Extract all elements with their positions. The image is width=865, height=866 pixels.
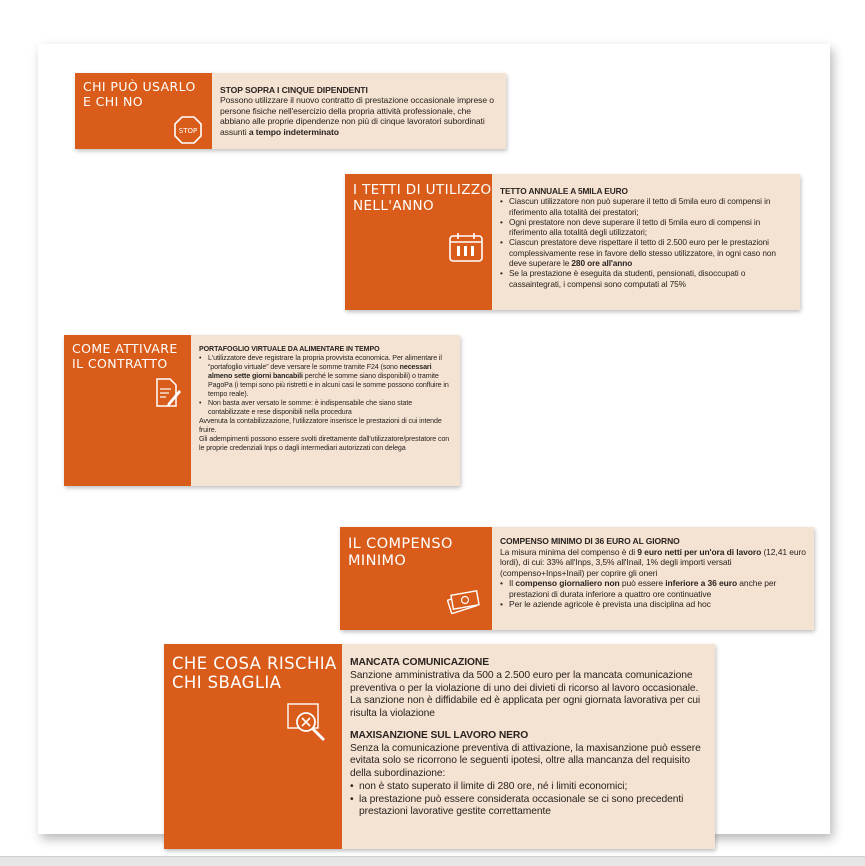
svg-text:STOP: STOP [178, 127, 198, 135]
card-who-can-use [75, 73, 506, 149]
card-text: Senza la comunicazione preventiva di attivazione, la maxisanzione può essere evitata solo se ricorrono le seguenti ipotesi, oltre alla mancanza del requisito della subordinazione: [350, 742, 701, 780]
card-text: Avvenuta la contabilizzazione, l'utilizzatore inserisce le prestazioni di cui intende fruire. [199, 417, 442, 434]
card-heading: COMPENSO MINIMO DI 36 EURO AL GIORNO [500, 536, 680, 546]
section-title: IL COMPENSO MINIMO [348, 536, 453, 570]
list-item: • Ciascun prestatore deve rispettare il tetto di 2.500 euro per le prestazioni complessivamente rese in favore dello stesso utilizzatore, in ogni caso non deve superare le 280 ore all'anno [500, 237, 792, 268]
magnifier-search-icon [286, 700, 332, 746]
card-body [492, 527, 814, 630]
card-heading: MANCATA COMUNICAZIONE [350, 657, 489, 668]
list-item: • Per le aziende agricole è prevista una disciplina ad hoc [500, 599, 806, 610]
card-body [212, 73, 506, 149]
card-heading: MAXISANZIONE SUL LAVORO NERO [350, 729, 529, 741]
card-text: La misura minima del compenso è di 9 euro netti per un'ora di lavoro (12,41 euro lordi), di cui: 33% all'Inps, 3,5% all'Inail, 1% degli importi versati (compenso+Inps+Inail) per coprire gli oneri [500, 546, 806, 578]
list-item: • Ciascun utilizzatore non può superare il tetto di 5mila euro di compensi in riferimento alla totalità dei prestatori; [500, 196, 792, 217]
list-item: • Non basta aver versato le somme: è indispensabile che siano state contabilizzate e rese disponibili nella procedura [199, 399, 452, 417]
card-body [191, 335, 460, 486]
bullet-list [500, 578, 806, 610]
card-body [342, 644, 715, 849]
list-item: • L'utilizzatore deve registrare la propria provvista economica. Per alimentare il “portafoglio virtuale” deve versare le somme tramite F24 (sono necessari almeno sette giorni bancabili perché le somme siano disponibili) o tramite PagoPa (i tempi sono più ristretti e in alcuni casi le somme possono confluire in tempo reale). [199, 354, 452, 399]
calendar-icon [448, 231, 484, 263]
bullet-list [500, 196, 792, 289]
list-item: • Il compenso giornaliero non può essere inferiore a 36 euro anche per prestazioni di durata inferiore a quattro ore continuative [500, 578, 806, 599]
banknotes-icon [447, 584, 481, 614]
card-usage-limits [345, 174, 800, 310]
stop-sign-icon [173, 115, 203, 145]
list-item: • Se la prestazione è eseguita da studenti, pensionati, disoccupati o cassaintegrati, i compensi sono computati al 75% [500, 268, 792, 289]
card-text: Possono utilizzare il nuovo contratto di prestazione occasionale imprese o persone fisiche nell'esercizio della propria attività professionale, che abbiano alle proprie dipendenze non più di cinque lavoratori subordinati assunti a tempo indeterminato [220, 95, 494, 137]
card-tab [164, 644, 342, 849]
document-edit-icon [154, 377, 182, 409]
card-heading: PORTAFOGLIO VIRTUALE DA ALIMENTARE IN TEMPO [199, 345, 380, 353]
list-item: • non è stato superato il limite di 280 ore, né i limiti economici; [350, 781, 707, 794]
card-text: Sanzione amministrativa da 500 a 2.500 euro per la mancata comunicazione preventiva o per la violazione di uno dei divieti di ricorso al lavoro occasionale. La sanzione non è diffidabile ed è applicata per ogni giornata lavorativa per cui risulta la violazione [350, 669, 701, 720]
card-body [492, 174, 800, 310]
section-title: CHI PUÒ USARLO E CHI NO [83, 79, 196, 109]
card-tab [75, 73, 212, 149]
card-penalties [164, 644, 715, 849]
card-tab [345, 174, 492, 310]
section-title: I TETTI DI UTILIZZO NELL'ANNO [353, 182, 492, 214]
card-text: Gli adempimenti possono essere svolti direttamente dall'utilizzatore/prestatore con le proprie credenziali Inps o dagli intermediari autorizzati con delega [199, 435, 450, 452]
list-item: • la prestazione può essere considerata occasionale se ci sono precedenti prestazioni lavorative gestite correttamente [350, 794, 707, 820]
bullet-list [350, 781, 707, 819]
card-tab [340, 527, 492, 630]
card-how-to-activate [64, 335, 460, 486]
section-title: COME ATTIVARE IL CONTRATTO [72, 341, 178, 371]
card-minimum-pay [340, 527, 814, 630]
bullet-list [199, 354, 452, 417]
card-tab [64, 335, 191, 486]
list-item: • Ogni prestatore non deve superare il tetto di 5mila euro di compensi in riferimento alla totalità degli utilizzatori; [500, 217, 792, 238]
card-heading: STOP SOPRA I CINQUE DIPENDENTI [220, 85, 368, 95]
section-title: CHE COSA RISCHIA CHI SBAGLIA [172, 654, 337, 693]
card-heading: TETTO ANNUALE A 5MILA EURO [500, 186, 628, 196]
